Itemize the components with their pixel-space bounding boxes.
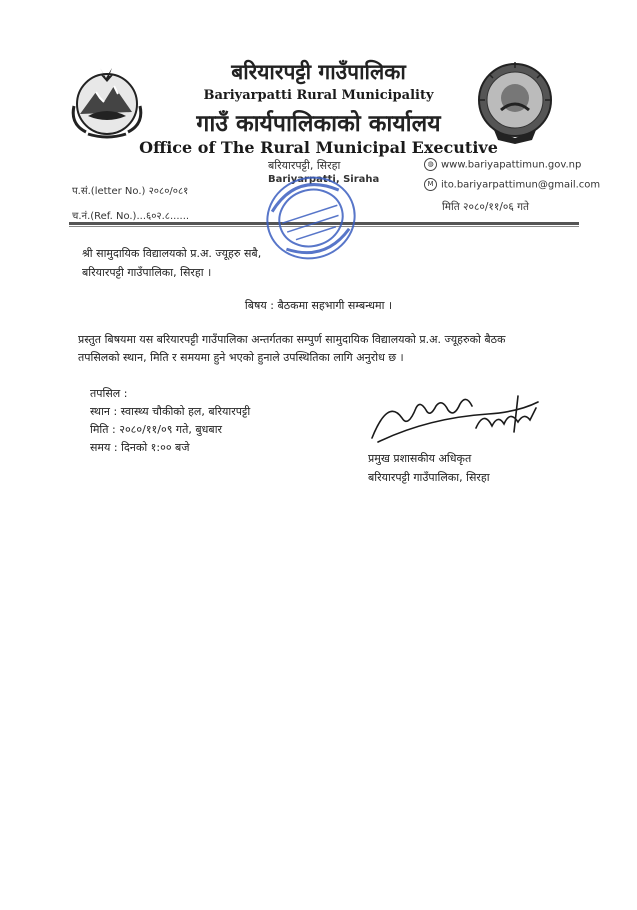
globe-icon: ◍	[424, 158, 437, 171]
addressee-line-2: बरियारपट्टी गाउँपालिका, सिरहा ।	[82, 266, 212, 279]
letter-date: मिति २०८०/११/०६ गते	[442, 201, 530, 213]
municipality-name-np: बरियारपट्टी गाउँपालिका	[231, 60, 406, 84]
address-en: Bariyarpatti, Siraha	[268, 174, 380, 185]
schedule-venue: स्थान : स्वास्थ्य चौकीको हल, बरियारपट्टी	[90, 405, 251, 418]
municipality-name-en: Bariyarpatti Rural Municipality	[203, 88, 434, 103]
office-name-np: गाउँ कार्यपालिकाको कार्यालय	[196, 111, 441, 137]
office-stamp	[262, 170, 360, 266]
schedule-time: समय : दिनको १:०० बजे	[90, 441, 190, 454]
website-line	[424, 158, 581, 171]
website-url: www.bariyapattimun.gov.np	[441, 159, 582, 171]
letter-subject: बिषय : बैठकमा सहभागी सम्बन्धमा ।	[244, 299, 393, 312]
reference-number: च.नं.(Ref. No.)...६०२.८......	[72, 211, 190, 222]
handwritten-signature	[368, 388, 548, 448]
address-np: बरियारपट्टी, सिरहा	[268, 159, 341, 172]
office-name-en: Office of The Rural Municipal Executive	[139, 138, 498, 157]
email-address: ito.bariyarpattimun@gmail.com	[441, 179, 601, 191]
body-line-1: प्रस्तुत बिषयमा यस बरियारपट्टी गाउँपालिका अन्तर्गतका सम्पुर्ण सामुदायिक विद्यालयको प्र.अ. ज्यूहरुको बैठक	[78, 333, 506, 346]
body-line-2: तपसिलको स्थान, मिति र समयमा हुने भएको हुनाले उपस्थितिका लागि अनुरोध छ ।	[78, 351, 404, 364]
letter-number: प.सं.(letter No.) २०८०/०८१	[72, 186, 189, 197]
email-line	[424, 178, 600, 191]
addressee-line-1: श्री सामुदायिक विद्यालयको प्र.अ. ज्यूहरु सबै,	[82, 247, 262, 260]
signatory-title: प्रमुख प्रशासकीय अधिकृत	[368, 452, 472, 465]
signatory-organization: बरियारपट्टी गाउँपालिका, सिरहा	[368, 471, 490, 484]
schedule-date: मिति : २०८०/११/०९ गते, बुधबार	[90, 423, 223, 436]
mail-icon: M	[424, 178, 437, 191]
schedule-heading: तपसिल :	[90, 387, 128, 400]
